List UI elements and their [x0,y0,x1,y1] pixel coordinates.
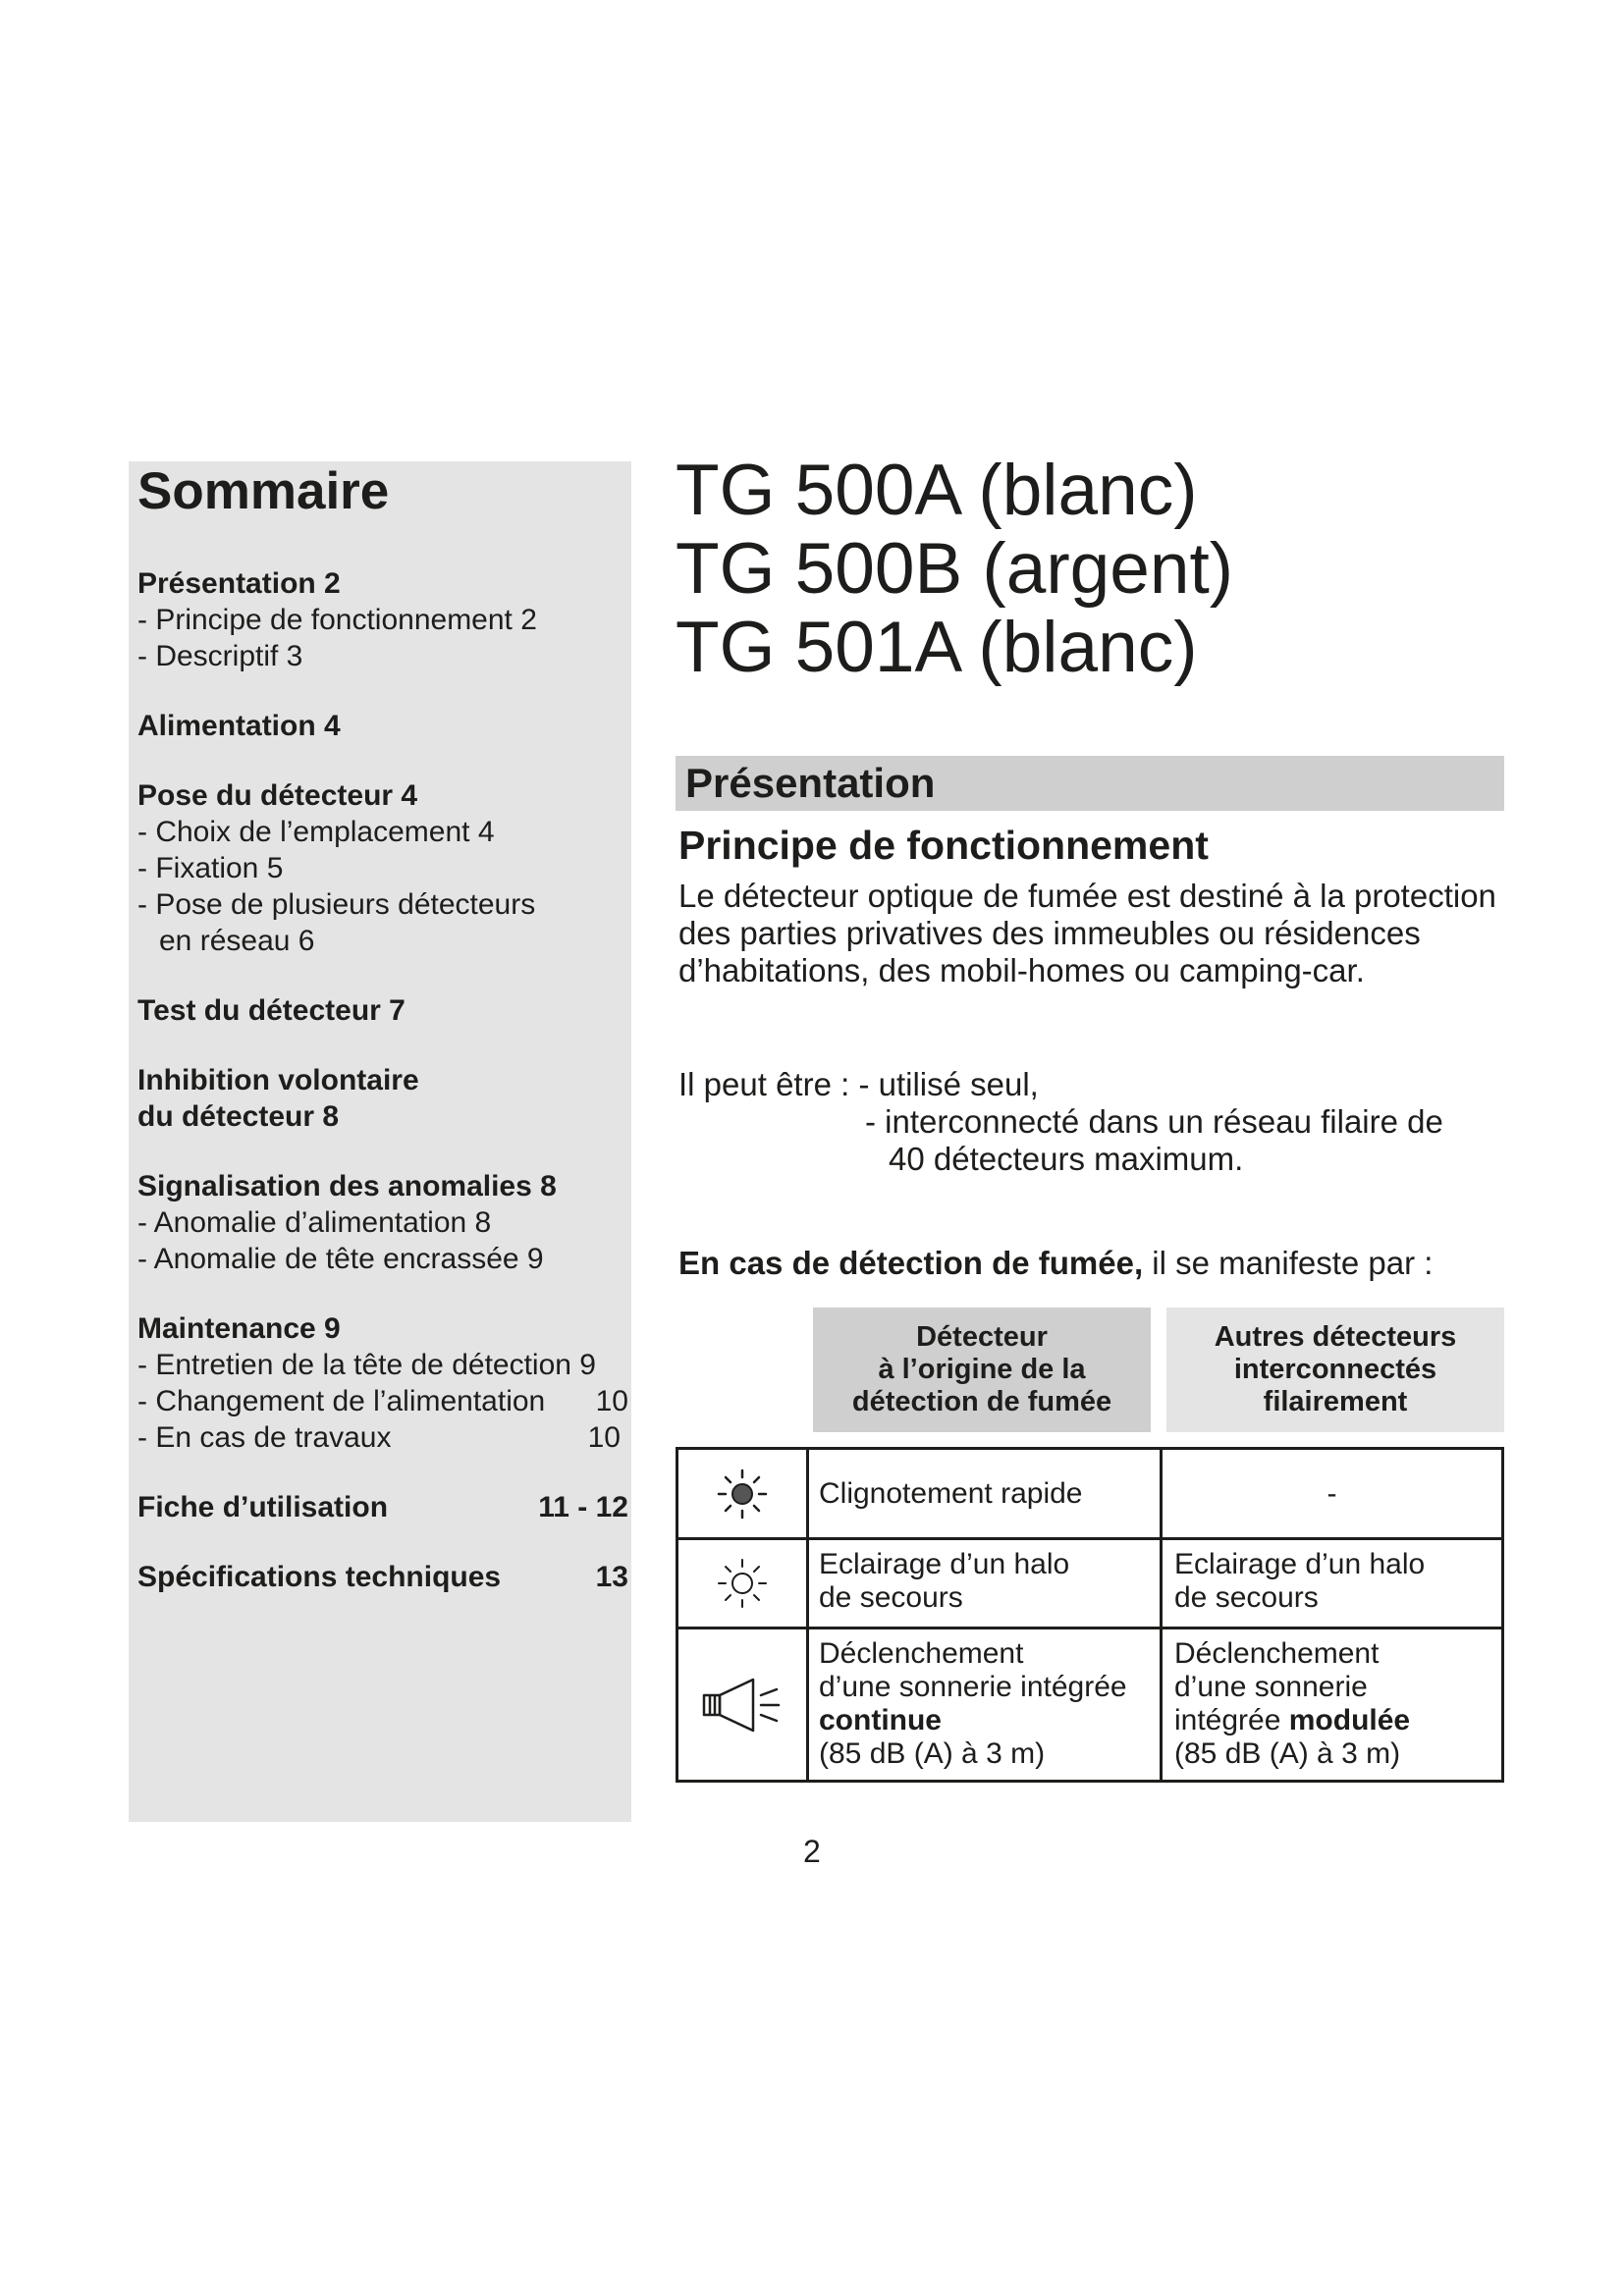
toc-section [137,1310,628,1456]
toc-list [137,565,628,1629]
toc-subentry-text: - En cas de travaux [137,1421,392,1454]
detection-intro-bold: En cas de détection de fumée, [678,1245,1144,1281]
column-header-origin-detector [813,1308,1151,1432]
section-title: Présentation [676,756,1504,811]
cell-other: - [1326,1476,1337,1510]
cell-line: de secours [1174,1581,1319,1614]
toc-section [137,992,628,1029]
toc-entry: Présentation 2 [137,567,341,600]
cell-line: Déclenchement [1174,1637,1380,1670]
toc-section [137,1062,628,1135]
detection-intro [678,1245,1433,1282]
cell-other [1163,1629,1501,1780]
halo-light-icon [678,1540,809,1627]
cell-origin: Clignotement rapide [809,1450,1163,1537]
cell-line: Eclairage d’un halo [819,1548,1070,1580]
table-row [678,1627,1501,1780]
led-flashing-icon [678,1450,809,1537]
product-model: TG 500A (blanc) [676,451,1198,530]
toc-entry-text: Fiche d’utilisation [137,1491,389,1523]
toc-entry-text: Spécifications techniques [137,1561,502,1593]
cell-line: Déclenchement [819,1637,1024,1670]
subheading: Principe de fonctionnement [678,823,1209,868]
toc-subentry [137,1383,628,1419]
toc-entry: Maintenance 9 [137,1312,341,1345]
toc-page-number: 13 [595,1561,628,1593]
toc-subentry-text: - Changement de l’alimentation [137,1385,546,1417]
table-of-contents [129,461,631,1822]
cell-line-bold [819,1704,1150,1737]
usage-lead: Il peut être : [678,1066,859,1102]
cell-origin [809,1629,1163,1780]
usage-option: - interconnecté dans un réseau filaire de [865,1103,1443,1140]
header-line: Autres détecteurs [1214,1321,1457,1353]
intro-paragraph: Le détecteur optique de fumée est destiné à la protection des parties privatives des immeubles ou résidences d’habitations, des mobil-homes ou camping-car. [678,878,1496,988]
toc-page-number: 10 [595,1385,628,1417]
page-number: 2 [803,1834,821,1869]
toc-section [137,565,628,674]
header-line: Détecteur [916,1321,1048,1353]
siren-icon [678,1629,809,1780]
cell-text: intégrée [1174,1704,1289,1736]
toc-entry: Inhibition volontaire [137,1064,419,1096]
toc-entry: Pose du détecteur 4 [137,779,418,812]
toc-subentry: - Descriptif 3 [137,640,303,672]
table-row [678,1450,1501,1537]
toc-subentry: - Fixation 5 [137,852,284,884]
header-line: interconnectés [1233,1354,1437,1385]
product-title [676,452,1233,687]
cell-line: (85 dB (A) à 3 m) [1174,1737,1401,1770]
behavior-table [676,1447,1504,1783]
toc-section [137,777,628,959]
toc-section [137,1489,628,1525]
column-header-other-detectors [1166,1308,1504,1432]
toc-subentry: - Pose de plusieurs détecteurs [137,888,536,921]
cell-line: d’une sonnerie intégrée [819,1671,1127,1703]
toc-page-number: 11 - 12 [538,1491,628,1523]
toc-subentry: - Choix de l’emplacement 4 [137,816,495,848]
toc-section [137,1168,628,1277]
usage-option-continued: 40 détecteurs maximum. [889,1141,1244,1177]
product-model: TG 501A (blanc) [676,608,1198,687]
cell-origin [809,1540,1163,1627]
toc-entry: Alimentation 4 [137,710,341,742]
cell-line [1174,1704,1489,1737]
usage-option: - utilisé seul, [858,1066,1039,1102]
toc-entry: Signalisation des anomalies 8 [137,1170,557,1202]
toc-subentry [137,1419,628,1456]
toc-entry [137,1489,628,1525]
cell-line: (85 dB (A) à 3 m) [819,1737,1046,1770]
emphasis: modulée [1288,1704,1411,1736]
detection-intro-rest: il se manifeste par : [1143,1245,1434,1281]
toc-entry [137,1559,628,1595]
usage-paragraph [678,1066,1523,1178]
emphasis: continue [819,1704,942,1736]
cell-line: de secours [819,1581,963,1614]
cell-line: d’une sonnerie [1174,1671,1368,1703]
usage-row [678,1066,1523,1103]
product-model: TG 500B (argent) [676,529,1234,609]
toc-subentry: - Anomalie de tête encrassée 9 [137,1243,544,1275]
toc-page-number: 10 [587,1421,621,1454]
table-row [678,1537,1501,1627]
toc-entry: du détecteur 8 [137,1100,340,1133]
toc-title: Sommaire [137,462,390,520]
toc-section [137,708,628,744]
toc-subentry: en réseau 6 [159,925,315,957]
toc-subentry: - Anomalie d’alimentation 8 [137,1206,492,1239]
header-line: à l’origine de la [878,1354,1086,1385]
cell-other [1163,1540,1501,1627]
toc-entry: Test du détecteur 7 [137,994,406,1027]
cell-line: Eclairage d’un halo [1174,1548,1426,1580]
toc-section [137,1559,628,1595]
header-line: filairement [1263,1386,1408,1417]
toc-subentry: - Principe de fonctionnement 2 [137,604,537,636]
toc-subentry: - Entretien de la tête de détection 9 [137,1349,596,1381]
header-line: détection de fumée [851,1386,1112,1417]
